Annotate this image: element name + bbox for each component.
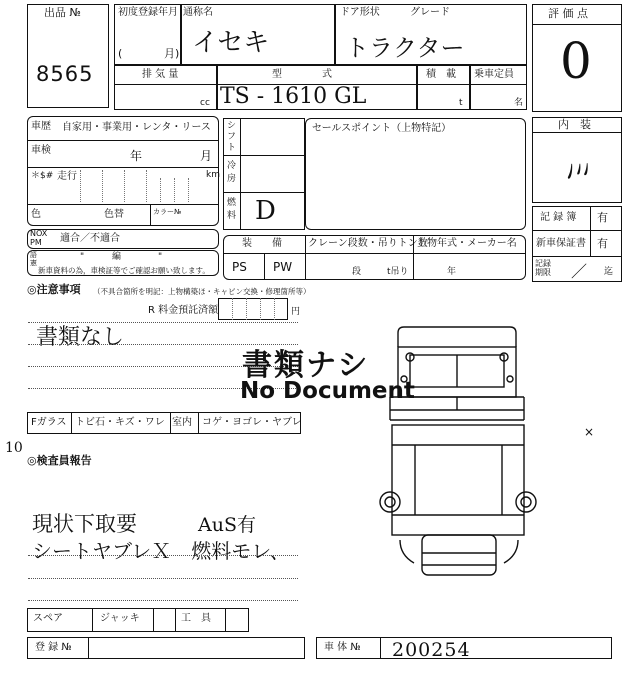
stamp-en: No Document bbox=[240, 378, 415, 404]
notices-title: ◎注意事項 bbox=[27, 283, 81, 296]
glass-damage: トビ石・キズ・ワレ bbox=[75, 417, 165, 428]
glass-stains: コゲ・ヨゴレ・ヤブレ bbox=[202, 417, 302, 428]
inspector-line1-a: 現状下取要 bbox=[32, 512, 137, 536]
model-name-label: 通称名 bbox=[183, 7, 213, 18]
lot-number: 8565 bbox=[36, 62, 94, 86]
history-options: 自家用・事業用・レンタ・リース bbox=[62, 122, 211, 133]
first-reg-label: 初度登録年月 bbox=[118, 7, 178, 18]
model-name-value: イセキ bbox=[192, 28, 270, 58]
recycle-label: R 料金預託済額 bbox=[148, 305, 219, 316]
warranty-value: 有 bbox=[597, 237, 608, 250]
margin-number: 10 bbox=[5, 440, 23, 456]
capacity-unit: 名 bbox=[514, 98, 524, 108]
fuel-value: D bbox=[255, 196, 276, 226]
record-value: 有 bbox=[597, 211, 608, 224]
notes-small-a: " bbox=[80, 252, 85, 262]
spare-label: スペア bbox=[33, 613, 63, 624]
crane-stage: 段 bbox=[352, 267, 362, 277]
grade-label: グレード bbox=[410, 7, 450, 18]
color-label: 色 bbox=[31, 209, 41, 220]
model-code-label: 型 式 bbox=[272, 69, 332, 80]
flag-label: ＊$# bbox=[31, 171, 54, 181]
inspector-line1-b: AuS有 bbox=[198, 514, 256, 536]
notes-label: 語 憲 bbox=[30, 251, 37, 267]
interior-value: ミ bbox=[556, 152, 597, 189]
first-reg-bracket: ( bbox=[118, 47, 123, 60]
upper-year: 年 bbox=[447, 267, 457, 277]
glass-interior: 室内 bbox=[172, 417, 192, 428]
jack-label: ジャッキ bbox=[100, 613, 140, 624]
mileage-label: 走行 bbox=[57, 171, 77, 182]
ac-label: 冷房 bbox=[227, 161, 237, 184]
nox-label: NOX PM bbox=[30, 229, 48, 247]
inspection-month: 月 bbox=[200, 149, 213, 163]
load-unit: t bbox=[459, 98, 463, 108]
handwritten-note: 書類なし bbox=[36, 325, 125, 350]
interior-label: 内 装 bbox=[558, 118, 591, 131]
lot-box bbox=[27, 4, 109, 108]
equipment-label: 装 備 bbox=[242, 238, 282, 249]
period-label: 記録 期限 bbox=[535, 259, 551, 277]
equipment-ps: PS bbox=[232, 260, 247, 274]
nox-options: 適合／不適合 bbox=[60, 233, 120, 244]
shift-label: シフト bbox=[227, 121, 237, 153]
tools-label: 工 具 bbox=[181, 613, 211, 624]
first-reg-month: 月) bbox=[164, 47, 180, 60]
grade-value: トラクター bbox=[345, 34, 465, 62]
recycle-amount-box bbox=[218, 298, 288, 320]
inspection-year: 年 bbox=[130, 149, 143, 163]
lot-label: 出品 № bbox=[44, 6, 81, 19]
history-label: 車歴 bbox=[31, 121, 51, 132]
door-label: ドア形状 bbox=[340, 7, 380, 18]
notes-small-c: " bbox=[158, 252, 163, 262]
crane-label: クレーン段数・吊りトン数 bbox=[308, 238, 428, 249]
fuel-label: 燃料 bbox=[227, 198, 237, 221]
inspector-title: ◎検査員報告 bbox=[27, 454, 92, 467]
warranty-label: 新車保証書 bbox=[536, 238, 586, 249]
sales-points-label: セールスポイント（上物特記） bbox=[312, 123, 452, 134]
notes-small-b: 編 bbox=[112, 252, 122, 262]
model-code-value: TS - 1610 GL bbox=[220, 84, 367, 109]
equipment-pw: PW bbox=[273, 260, 293, 274]
km-label: km bbox=[206, 170, 220, 180]
glass-f: Fガラス bbox=[31, 417, 67, 428]
side-mark: × bbox=[584, 425, 595, 439]
capacity-label: 乗車定員 bbox=[474, 69, 514, 80]
period-suffix: 迄 bbox=[604, 267, 614, 277]
chassis-label: 車 体 № bbox=[324, 642, 361, 653]
stamp-jp: 書類ナシ bbox=[242, 348, 370, 383]
notices-subtitle: （不具合箇所を明記：上物構築ほ・キャビン交換・修理箇所等） bbox=[93, 287, 311, 296]
registration-label: 登 録 № bbox=[35, 642, 72, 653]
displacement-label: 排 気 量 bbox=[142, 69, 179, 80]
crane-ton: t吊り bbox=[387, 267, 409, 277]
inspector-line2: シートヤブレＸ 燃料モレ、 bbox=[32, 539, 290, 563]
chassis-value: 200254 bbox=[392, 639, 471, 661]
recycle-unit: 円 bbox=[291, 307, 301, 317]
score-label: 評 価 点 bbox=[548, 7, 588, 20]
disclaimer: 新車資料の為，車検証等でご確認お願い致します。 bbox=[38, 266, 210, 275]
color-change-label: 色替 bbox=[104, 209, 124, 220]
displacement-unit: cc bbox=[200, 98, 210, 108]
upper-label: 上物年式・メーカー名 bbox=[417, 238, 517, 249]
color-no-label: カラー№ bbox=[153, 208, 182, 216]
no-document-stamp bbox=[236, 340, 414, 410]
nox-box bbox=[27, 229, 219, 249]
record-label: 記 録 簿 bbox=[540, 212, 577, 223]
inspection-label: 車検 bbox=[31, 145, 51, 156]
period-sep: ／ bbox=[571, 262, 588, 281]
load-label: 積 載 bbox=[426, 69, 456, 80]
score-value: 0 bbox=[560, 32, 592, 90]
